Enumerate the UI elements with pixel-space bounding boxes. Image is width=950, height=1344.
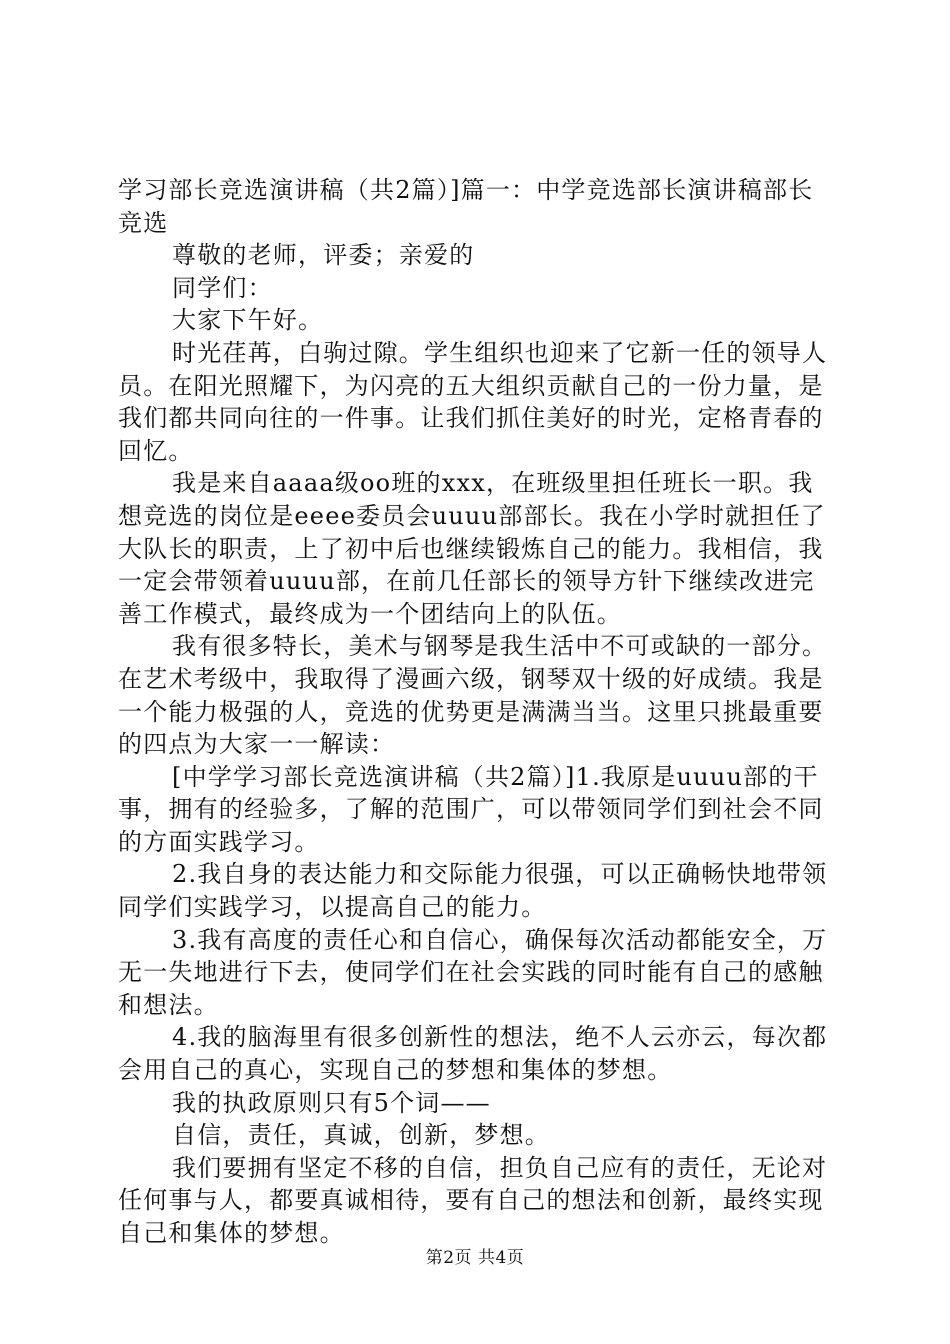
salutation-line-2: 同学们： <box>172 273 273 302</box>
salutation-line-1: 尊敬的老师，评委；亲爱的 <box>172 241 475 270</box>
numbered-point-2: 2.我自身的表达能力和交际能力很强，可以正确畅快地带领同学们实践学习，以提高自己的能力。 <box>118 860 828 922</box>
page-footer: 第2页 共4页 <box>425 1248 525 1268</box>
numbered-point-1: [中学学习部长竞选演讲稿（共2篇）]1.我原是uuuu部的干事，拥有的经验多，了解的范围广，可以带领同学们到社会不同的方面实践学习。 <box>118 762 824 856</box>
closing-paragraph: 我们要拥有坚定不移的自信，担负自己应有的责任，无论对任何事与人，都要真诚相待，要有自己的想法和创新，最终实现自己和集体的梦想。 <box>118 1153 828 1247</box>
body-paragraph: 我有很多特长，美术与钢琴是我生活中不可或缺的一部分。在艺术考级中，我取得了漫画六级，钢琴双十级的好成绩。我是一个能力极强的人，竞选的优势更是满满当当。这里只挑最重要的四点为大家一一解读： <box>118 632 828 759</box>
document-body <box>118 174 838 1250</box>
greeting-paragraph: 大家下午好。 <box>172 306 324 335</box>
principles-intro: 我的执政原则只有5个词—— <box>172 1088 491 1117</box>
body-paragraph: 我是来自aaaa级oo班的xxx，在班级里担任班长一职。我想竞选的岗位是eeee委员会uuuu部部长。我在小学时就担任了大队长的职责，上了初中后也继续锻炼自己的能力。我相信，我一定会带领着uuuu部，在前几任部长的领导方针下继续改进完善工作模式，最终成为一个团结向上的队伍。 <box>118 469 826 628</box>
document-title-paragraph: 学习部长竞选演讲稿（共2篇）]篇一：中学竞选部长演讲稿部长竞选 <box>118 176 814 237</box>
principles-list: 自信，责任，真诚，创新，梦想。 <box>172 1121 550 1150</box>
numbered-point-3: 3.我有高度的责任心和自信心，确保每次活动都能安全，万无一失地进行下去，使同学们在社会实践的同时能有自己的感触和想法。 <box>118 925 828 1019</box>
body-paragraph: 时光荏苒，白驹过隙。学生组织也迎来了它新一任的领导人员。在阳光照耀下，为闪亮的五大组织贡献自己的一份力量，是我们都共同向往的一件事。让我们抓住美好的时光，定格青春的回忆。 <box>118 338 828 465</box>
numbered-point-4: 4.我的脑海里有很多创新性的想法，绝不人云亦云，每次都会用自己的真心，实现自己的梦想和集体的梦想。 <box>118 1023 828 1085</box>
